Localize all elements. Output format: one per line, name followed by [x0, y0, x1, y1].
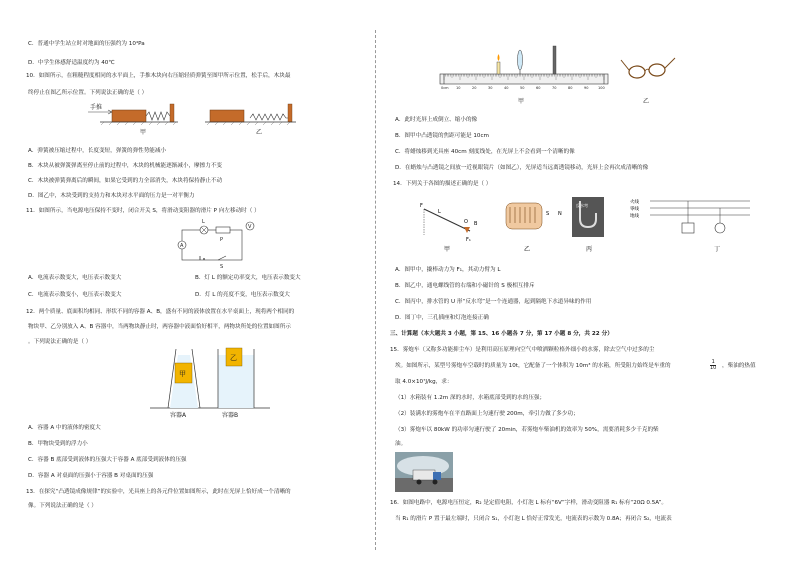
scale-label: 50 [520, 86, 525, 90]
hand-label: 手推 [90, 104, 103, 111]
q9-option-d: D．中学生体感舒适温度约为 40℃ [28, 60, 115, 66]
q14-caption-yi: 乙 [524, 246, 531, 253]
scale-label: 40 [504, 86, 509, 90]
q10-caption-b: 乙 [256, 129, 263, 136]
force-label: F [420, 203, 423, 209]
q14-option-d: D．图丁中，三孔插座和灯泡连接正确 [395, 315, 489, 321]
ammeter-label: A [180, 243, 184, 249]
q11-option-d: D．灯 L 的亮度不变，电压表示数变大 [195, 292, 290, 298]
convex-lens-icon [518, 50, 523, 70]
arm-label: L [438, 209, 441, 215]
neutral-wire-label: 零线 [630, 207, 639, 212]
q16-line2: 当 R₁ 的滑片 P 置于最左端时，只闭合 S₁，小灯泡 L 恰好正常发光，电流表的示数为 0.8A；再闭合 S₂，电流表 [395, 516, 672, 522]
q11-option-c: C．电流表示数变小，电压表示数变大 [28, 292, 122, 298]
scale-label: 30 [488, 86, 493, 90]
q10-figure-a [88, 103, 178, 136]
q13-option-c: C．将蜡烛移到光具座 40cm 刻度线处，在光屏上不会看到一个清晰的像 [395, 149, 575, 155]
fraction-numerator: 1 [711, 359, 715, 365]
q14-option-c: C．图丙中，排水管的 U 形“反水弯”是一个连通器，起到隔绝下水道异味的作用 [395, 299, 592, 305]
q11-option-a: A．电流表示数变大，电压表示数变大 [28, 275, 122, 281]
wooden-block [112, 110, 146, 122]
optical-bench-figure [435, 40, 695, 110]
q15-line2a: 埃。如图所示，某型号雾炮车空载时的质量为 10t，它配备了一个体积为 10m³ 的水箱，所受阻力始终是车重的 [395, 363, 671, 369]
q10-option-b: B．木块从被弹簧弹离至停止前的过程中，木块的机械能逐渐减小，摩擦力不变 [28, 163, 223, 169]
switch-label: S [220, 264, 224, 270]
spring-compressed [146, 112, 170, 120]
scale-label: 100 [598, 86, 605, 90]
q10-stem-line2: 终停止在图乙所示位置。下列说法正确的是（ ） [28, 90, 148, 96]
q14-figure-solenoid [506, 203, 562, 253]
q10-figure [60, 100, 310, 136]
bench-caption-jia: 甲 [518, 98, 525, 105]
truck-icon [413, 470, 435, 480]
ground-wire-label: 地线 [630, 214, 639, 219]
flame-icon [498, 54, 500, 61]
q15-line1: 15．雾炮车（又称多功能抑尘车）是利用高压原理向空气中喷洒颗粒格外细小的水雾，除去空气中过多的尘 [390, 347, 655, 353]
q15-sub1: （1）水箱装有 1.2m 深的水时，水箱底部受到的水的压强； [395, 395, 546, 401]
slider-label: P [220, 237, 224, 243]
q16-line1: 16．如图电路中，电源电压恒定，R₂ 是定值电阻，小灯泡 L 标有“6V”字样，滑动变阻器 R₁ 标有“20Ω 0.5A”。 [390, 500, 667, 506]
q15-line2b: ，柴油的热值 [722, 363, 756, 369]
q12-stem-line1: 12．两个质量、底面积均相同、形状不同的容器 A、B，盛有不同的液体放置在水平桌面上，现将两个相同的 [26, 309, 295, 315]
q13-option-b: B．图甲中凸透镜的焦距可能是 10cm [395, 133, 489, 139]
pole-s-label: S [546, 211, 550, 217]
q12-stem-line3: 。下列说法正确的是（ ） [28, 339, 92, 345]
scale-label: 10 [456, 86, 461, 90]
wall [288, 104, 292, 122]
q12-option-a: A．容器 A 中的液体的密度大 [28, 425, 101, 431]
eyeglasses-icon [621, 58, 675, 78]
scale-label: 70 [552, 86, 557, 90]
scale-label: 60 [536, 86, 541, 90]
rheostat-icon [216, 227, 230, 233]
q11-option-b: B．灯 L 的额定功率变大，电压表示数变大 [195, 275, 301, 281]
q12-stem-line2: 物块甲、乙分别放入 A、B 容器中，当两物块静止时，两容器中液面恰好相平，两物块所处的位置如图所示 [28, 324, 291, 330]
scale-label: 80 [568, 86, 573, 90]
q14-option-a: A．图甲中，撬棒动力为 F₁，其动力臂为 L [395, 267, 501, 273]
q14-caption-ding: 丁 [714, 246, 721, 253]
container-a-caption: 容器A [170, 412, 187, 419]
q14-figure-lever [420, 203, 478, 253]
lamp-label: L [202, 219, 205, 225]
container-b-caption: 容器B [222, 412, 239, 419]
switch-icon [218, 256, 226, 260]
column-divider [375, 30, 376, 550]
scale-label: 90 [584, 86, 589, 90]
force1-label: F₁ [466, 237, 471, 243]
q11-circuit [160, 218, 270, 270]
q14-figure-wiring [630, 198, 750, 253]
q14-caption-bing: 丙 [586, 246, 593, 253]
q13-stem-line1: 13．在探究“凸透镜成像规律”的实验中，光具座上的各元件位置如图所示，此时在光屏上恰好成一个清晰的 [26, 489, 291, 495]
container-a [168, 349, 200, 408]
pivot-label: O [464, 219, 468, 225]
q12-option-c: C．容器 B 底部受到液体的压强大于容器 A 底部受到液体的压强 [28, 457, 187, 463]
bench-scale [441, 86, 605, 90]
q15-line3: 取 4.0×10⁷J/kg，求： [395, 379, 453, 385]
q10-option-d: D．图乙中，木块受到的支持力和木块对水平面的压力是一对平衡力 [28, 193, 195, 199]
wooden-block [210, 110, 244, 122]
q13-stem-line2: 像。下列说法正确的是（ ） [28, 503, 97, 509]
q13-option-a: A．此时光屏上成倒立、缩小的像 [395, 117, 478, 123]
point-label: B [474, 221, 478, 227]
socket-icon [682, 223, 694, 233]
q15-sub2: （2）装满水的雾炮车在平直路面上匀速行驶 200m，牵引力做了多少功； [395, 411, 579, 417]
pole-n-label: N [558, 211, 562, 217]
q12-option-d: D．容器 A 对桌面的压强小于容器 B 对桌面的压强 [28, 473, 154, 479]
q9-option-c: C．普通中学生站立时对地面的压强约为 10⁴Pa [28, 41, 145, 47]
q14-figure-trap [572, 197, 604, 253]
q14-option-b: B．图乙中，通电螺线管的右端和小磁针的 S 极相互排斥 [395, 283, 535, 289]
q11-stem: 11．如图所示，当电源电压保持不变时，闭合开关 S，将滑动变阻器的滑片 P 向左移动时（ ） [26, 208, 260, 214]
voltmeter-label: V [248, 224, 252, 230]
q15-sub3-cont: 油。 [395, 441, 407, 447]
scale-label: 0cm [441, 86, 449, 90]
trap-label: 反水弯 [576, 203, 588, 208]
q13-option-d: D．在蜡烛与凸透镜之间放一近视眼镜片（如图乙），光屏适当远离透镜移动，光屏上会再次成清晰的像 [395, 165, 649, 171]
block-jia-label: 甲 [179, 370, 186, 378]
q12-option-b: B．甲物块受到的浮力小 [28, 441, 88, 447]
glasses-caption-yi: 乙 [643, 98, 650, 105]
spring-relaxed [250, 114, 288, 120]
q12-figure [146, 347, 276, 419]
q14-caption-jia: 甲 [444, 246, 451, 253]
wall [170, 104, 174, 122]
q14-stem: 14．下列关于各图的描述正确的是（ ） [393, 181, 492, 187]
fog-cannon-truck-photo [395, 452, 453, 492]
scale-label: 20 [472, 86, 477, 90]
q15-fraction [710, 360, 716, 371]
light-screen [553, 46, 556, 74]
fraction-denominator: 10 [710, 365, 717, 371]
q10-option-c: C．木块被弹簧弹离后的瞬间，如果它受到的力全部消失，木块将保持静止不动 [28, 178, 223, 184]
section-3-heading: 三、计算题（本大题共 3 小题，第 15、16 小题各 7 分，第 17 小题 8 分，共 22 分） [390, 331, 613, 337]
q15-sub3: （3）雾炮车以 80kW 的功率匀速行驶了 20min，若雾炮车柴油机的效率为 50%，需要消耗多少千克的柴 [395, 427, 659, 433]
q14-figures [420, 193, 760, 253]
q10-option-a: A．弹簧被压缩过程中，长度变短，弹簧的弹性势能减小 [28, 148, 167, 154]
candle-icon [497, 62, 500, 74]
live-wire-label: 火线 [630, 200, 639, 205]
container-b [218, 348, 254, 408]
q10-stem-line1: 10．如图所示，在粗糙程度相同的水平面上，手推木块向右压缩轻质弹簧至图甲所示位置，松手后，木块最 [26, 73, 291, 79]
block-yi-label: 乙 [230, 354, 237, 362]
bulb-icon [715, 223, 725, 233]
q10-caption-a: 甲 [140, 129, 147, 136]
q10-figure-b [205, 104, 296, 136]
